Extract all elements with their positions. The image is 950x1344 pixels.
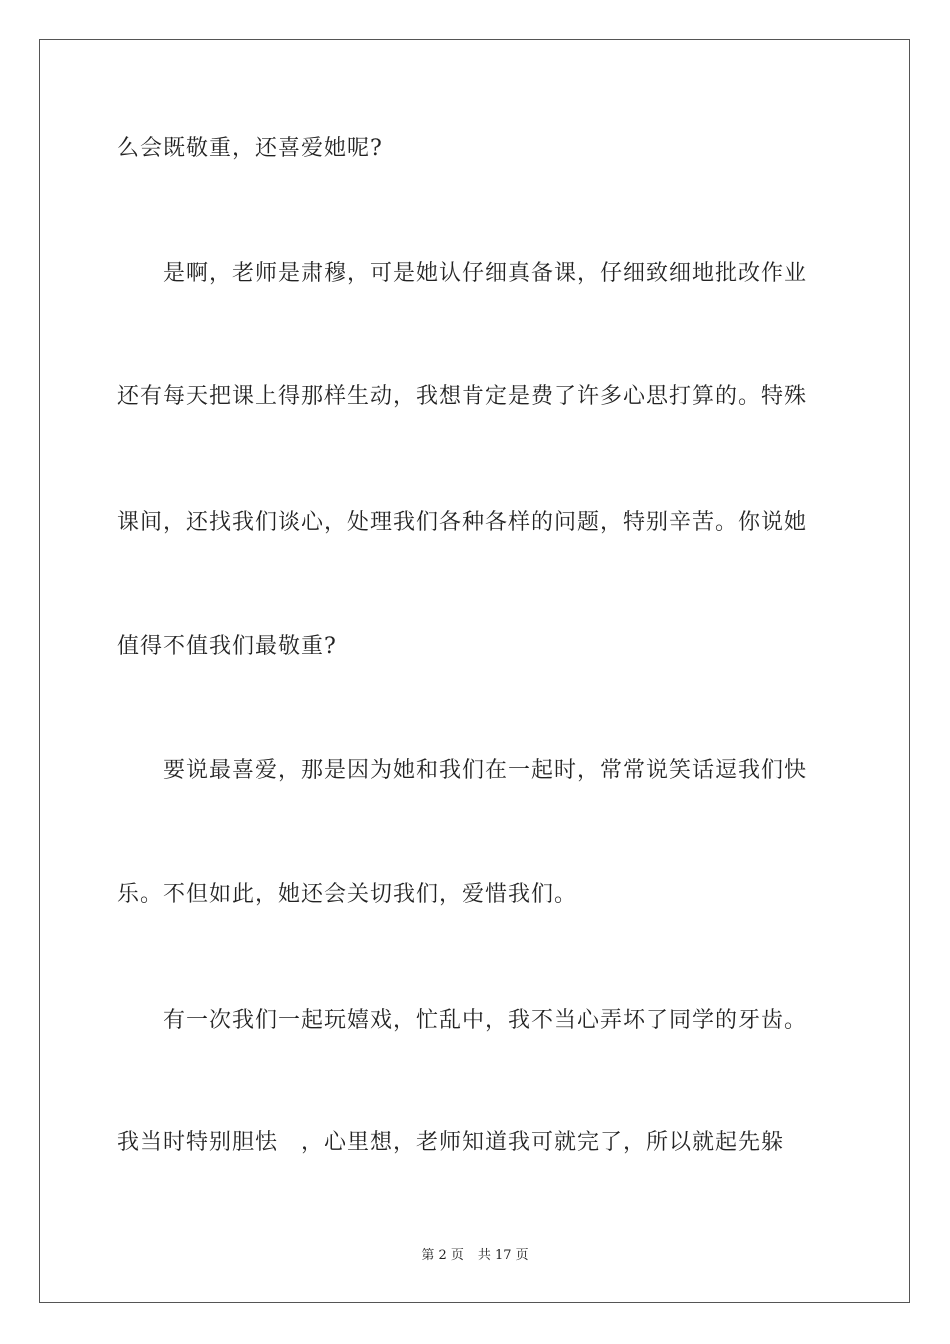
text-line-9: 我当时特别胆怯 ，心里想，老师知道我可就完了，所以就起先躲 (117, 1130, 785, 1155)
text-line-8: 有一次我们一起玩嬉戏，忙乱中，我不当心弄坏了同学的牙齿。 (117, 1008, 808, 1033)
text-line-5: 值得不值我们最敬重? (117, 634, 337, 659)
page-border (39, 39, 910, 1303)
text-line-6: 要说最喜爱，那是因为她和我们在一起时，常常说笑话逗我们快 (117, 758, 808, 783)
text-line-4: 课间，还找我们谈心，处理我们各种各样的问题，特别辛苦。你说她 (117, 510, 808, 535)
page-footer (0, 1247, 950, 1265)
text-line-2: 是啊，老师是肃穆，可是她认仔细真备课，仔细致细地批改作业 (117, 261, 808, 286)
page-total: 共 17 页 (477, 1248, 529, 1263)
text-line-3: 还有每天把课上得那样生动，我想肯定是费了许多心思打算的。特殊 (117, 384, 808, 409)
text-line-1: 么会既敬重，还喜爱她呢? (117, 136, 383, 161)
page-number: 第 2 页 (421, 1248, 464, 1263)
text-line-7: 乐。不但如此，她还会关切我们，爱惜我们。 (117, 882, 578, 907)
